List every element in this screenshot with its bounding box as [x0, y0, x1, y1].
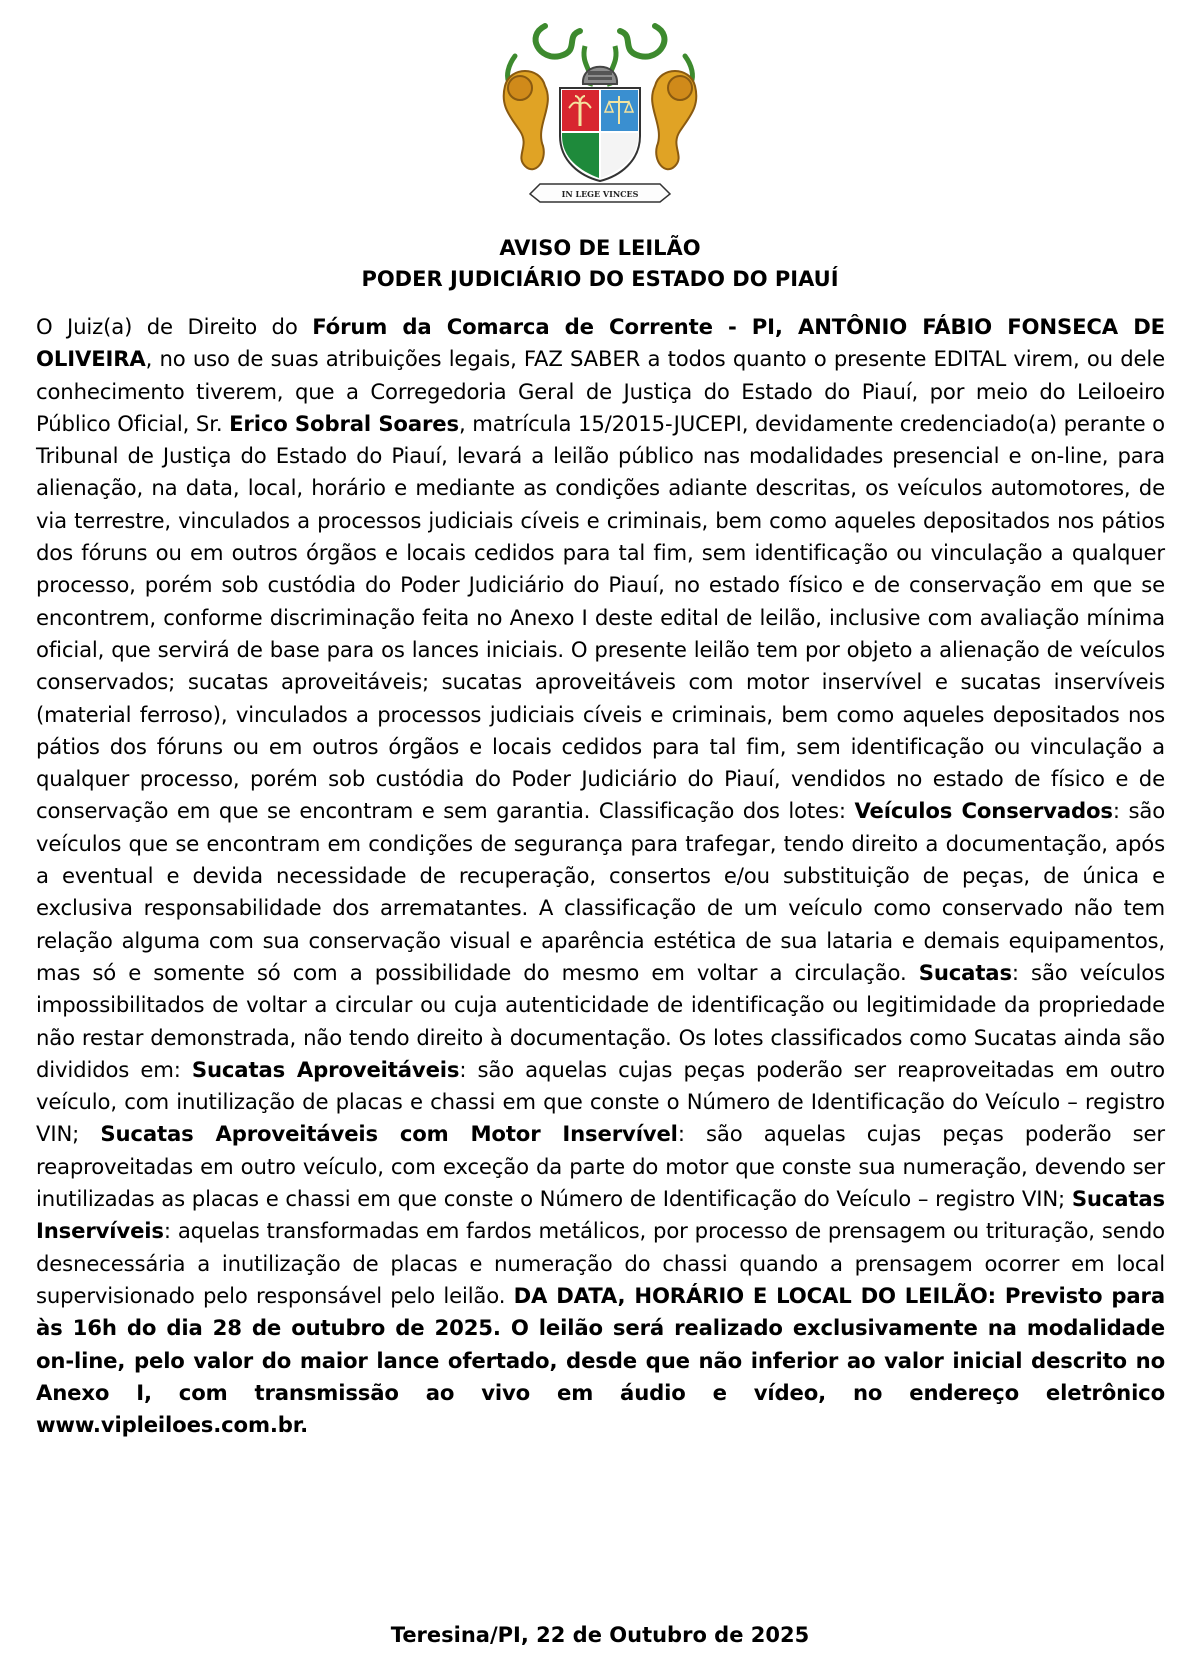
body-bold-segment: Sucatas Inservíveis — [36, 1186, 1165, 1244]
coat-of-arms-emblem — [485, 16, 715, 206]
body-text-segment: : são veículos que se encontram em condições de segurança para trafegar, tendo direito a documentação, após a eventual e devida necessidade de recuperação, consertos e/ou substituição de peças, de única e exclusiva responsabilidade dos arrematantes. A classificação de um veículo como conservado não tem relação alguma com sua conservação visual e aparência estética de sua lataria e demais equipamentos, mas só e somente só com a possibilidade do mesmo em voltar a circulação. — [36, 798, 1166, 985]
body-bold-segment: DA DATA, HORÁRIO E LOCAL DO LEILÃO: Previsto para às 16h do dia 28 de outubro de 2025. O leilão será realizado exclusivamente na modalidade on-line, pelo valor do maior lance ofertado, desde que não inferior ao valor inicial descrito no Anexo I, com transmissão ao vivo em áudio e vídeo, no endereço eletrônico www.vipleiloes.com.br. — [36, 1282, 1165, 1438]
body-bold-segment: Fórum da Comarca de Corrente - PI, ANTÔNIO FÁBIO FONSECA DE OLIVEIRA — [36, 314, 1165, 372]
notice-title: AVISO DE LEILÃO — [499, 236, 701, 260]
body-bold-segment: Erico Sobral Soares — [229, 410, 459, 436]
body-bold-segment: Veículos Conservados — [854, 798, 1113, 824]
body-text-segment: : são aquelas cujas peças poderão ser reaproveitadas em outro veículo, com inutilização de placas e chassi em que conste o Número de Identificação do Veículo – registro VIN; — [36, 1056, 1165, 1147]
body-text-segment: O Juiz(a) de Direito do — [36, 314, 313, 339]
notice-body — [36, 311, 1165, 1441]
body-text-segment: , no uso de suas atribuições legais, FAZ SABER a todos quanto o presente EDITAL virem, ou dele conhecimento tiverem, que a Corregedoria Geral de Justiça do Estado do Piauí, por meio do Leiloeiro Público Oficial, Sr. — [36, 346, 1165, 436]
body-text-segment: : são aquelas cujas peças poderão ser reaproveitadas em outro veículo, com exceção da parte do motor que conste sua numeração, devendo ser inutilizadas as placas e chassi em que conste o Número de Identificação do Veículo – registro VIN; — [36, 1121, 1165, 1212]
body-text-segment: : são veículos impossibilitados de voltar a circular ou cuja autenticidade de identificação ou legitimidade da propriedade não restar demonstrada, não tendo direito à documentação. Os lotes classificados como Sucatas ainda são divididos em: — [36, 959, 1165, 1082]
body-text-segment: : aquelas transformadas em fardos metálicos, por processo de prensagem ou trituração, sendo desnecessária a inutilização de placas e numeração do chassi quando a prensagem ocorrer em local supervisionado pelo responsável pelo leilão. — [36, 1218, 1165, 1308]
body-text-segment: , matrícula 15/2015-JUCEPI, devidamente credenciado(a) perante o Tribunal de Justiça do Estado do Piauí, levará a leilão público nas modalidades presencial e on-line, para alienação, na data, local, horário e mediante as condições adiante descritas, os veículos automotores, de via terrestre, vinculados a processos judiciais cíveis e criminais, bem como aqueles depositados nos pátios dos fóruns ou em outros órgãos e locais cedidos para tal fim, sem identificação ou vinculação a qualquer processo, porém sob custódia do Poder Judiciário do Piauí, no estado físico e de conservação em que se encontrem, conforme discriminação feita no Anexo I deste edital de leilão, inclusive com avaliação mínima oficial, que servirá de base para os lances iniciais. O presente leilão tem por objeto a alienação de veículos conservados; sucatas aproveitáveis; sucatas aproveitáveis com motor inservível e sucatas inservíveis (material ferroso), vinculados a processos judiciais cíveis e criminais, bem como aqueles depositados nos pátios dos fóruns ou em outros órgãos e locais cedidos para tal fim, sem identificação ou vinculação a qualquer processo, porém sob custódia do Poder Judiciário do Piauí, vendidos no estado de físico e de conservação em que se encontram e sem garantia. Classificação dos lotes: — [36, 410, 1165, 824]
body-bold-segment: Sucatas Aproveitáveis — [191, 1056, 460, 1082]
body-bold-segment: Sucatas Aproveitáveis com Motor Inservível — [100, 1121, 678, 1147]
crest-motto: IN LEGE VINCES — [561, 189, 639, 199]
body-bold-segment: Sucatas — [918, 959, 1012, 985]
notice-subtitle: PODER JUDICIÁRIO DO ESTADO DO PIAUÍ — [361, 267, 839, 291]
place-and-date: Teresina/PI, 22 de Outubro de 2025 — [390, 1623, 810, 1647]
